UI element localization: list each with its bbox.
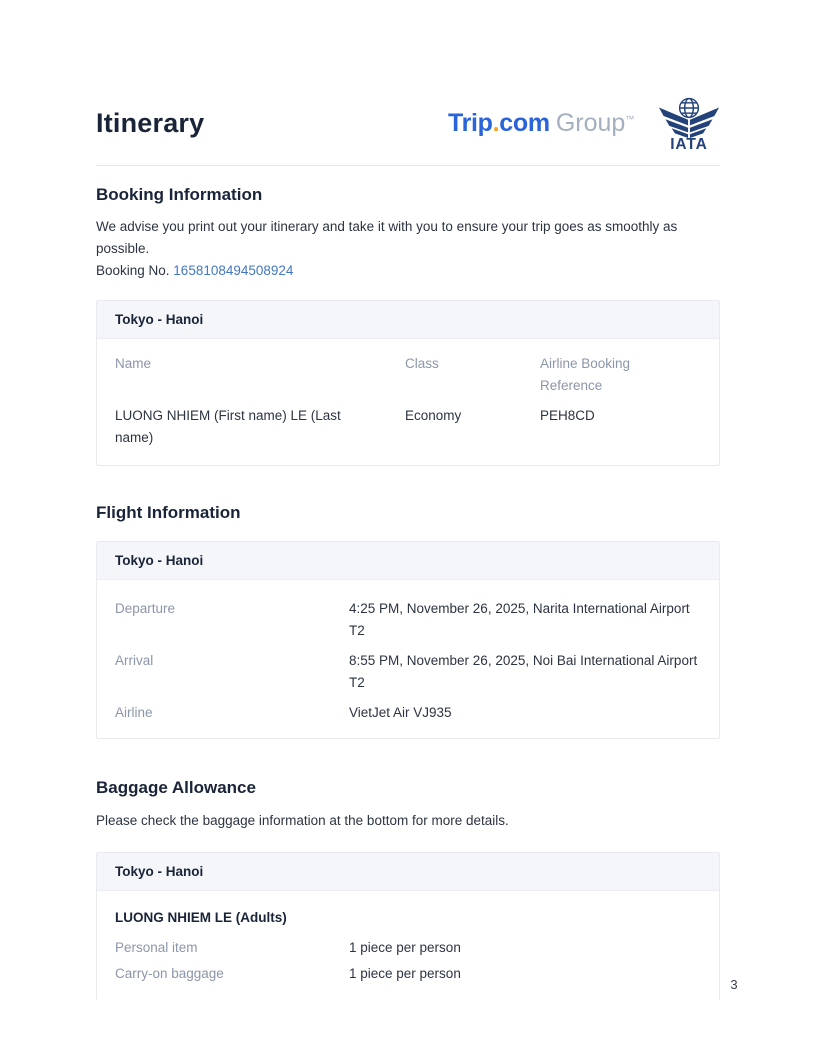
personal-item-label: Personal item — [115, 940, 198, 955]
booking-number-link[interactable]: 1658108494508924 — [173, 263, 294, 278]
flight-card-route-header: Tokyo - Hanoi — [97, 542, 719, 580]
flight-card-body — [97, 580, 719, 738]
personal-item-row — [115, 936, 701, 960]
flight-information-heading: Flight Information — [96, 503, 241, 522]
passenger-card — [96, 300, 720, 466]
booking-number-label: Booking No. — [96, 263, 174, 278]
column-header-name: Name — [115, 356, 152, 371]
passenger-card-route-header: Tokyo - Hanoi — [97, 301, 719, 339]
column-header-class: Class — [405, 356, 439, 371]
header-divider — [96, 165, 720, 166]
arrival-value: 8:55 PM, November 26, 2025, Noi Bai International Airport T2 — [349, 653, 698, 690]
departure-label: Departure — [115, 601, 176, 616]
baggage-card — [96, 852, 720, 1000]
page-title: Itinerary — [96, 107, 205, 138]
personal-item-value: 1 piece per person — [349, 940, 461, 955]
iata-logo-text: IATA — [670, 135, 708, 151]
passenger-card-body — [97, 339, 719, 465]
iata-logo-icon — [658, 96, 720, 151]
passenger-class-cell: Economy — [405, 408, 462, 423]
carry-on-baggage-row — [115, 962, 701, 986]
airline-row — [115, 702, 701, 724]
trip-logo-text: Trip — [448, 108, 493, 137]
passenger-table-row — [115, 405, 701, 449]
tripcom-group-logo — [448, 109, 634, 138]
column-header-airline-booking-reference: Airline Booking Reference — [540, 356, 631, 393]
passenger-name-cell: LUONG NHIEM (First name) LE (Last name) — [115, 408, 341, 445]
baggage-allowance-heading: Baggage Allowance — [96, 778, 256, 797]
baggage-card-route-header: Tokyo - Hanoi — [97, 853, 719, 891]
passenger-table-header-row — [115, 353, 701, 397]
carry-on-baggage-label: Carry-on baggage — [115, 966, 224, 981]
passenger-reference-cell: PEH8CD — [540, 408, 595, 423]
departure-row — [115, 598, 701, 642]
trip-logo-group: Group — [555, 108, 626, 137]
trip-logo-com: com — [499, 108, 550, 137]
arrival-label: Arrival — [115, 653, 154, 668]
document-page — [96, 0, 720, 1000]
airline-label: Airline — [115, 705, 153, 720]
booking-number-line — [96, 260, 720, 282]
trip-logo-dot: . — [492, 108, 500, 137]
trademark-symbol: ™ — [625, 113, 634, 124]
baggage-note-text: Please check the baggage information at the bottom for more details. — [96, 813, 509, 828]
booking-information-heading: Booking Information — [96, 185, 263, 204]
departure-value: 4:25 PM, November 26, 2025, Narita International Airport T2 — [349, 601, 690, 638]
flight-card — [96, 541, 720, 739]
booking-advice-text: We advise you print out your itinerary and take it with you to ensure your trip goes as smoothly as possible. — [96, 219, 678, 256]
carry-on-baggage-value: 1 piece per person — [349, 966, 461, 981]
page-number: 3 — [730, 977, 738, 992]
arrival-row — [115, 650, 701, 694]
baggage-card-body — [97, 891, 719, 1000]
baggage-passenger-name: LUONG NHIEM LE (Adults) — [115, 910, 287, 925]
airline-value: VietJet Air VJ935 — [349, 705, 452, 720]
header-logos — [448, 96, 720, 151]
document-header — [96, 94, 720, 152]
